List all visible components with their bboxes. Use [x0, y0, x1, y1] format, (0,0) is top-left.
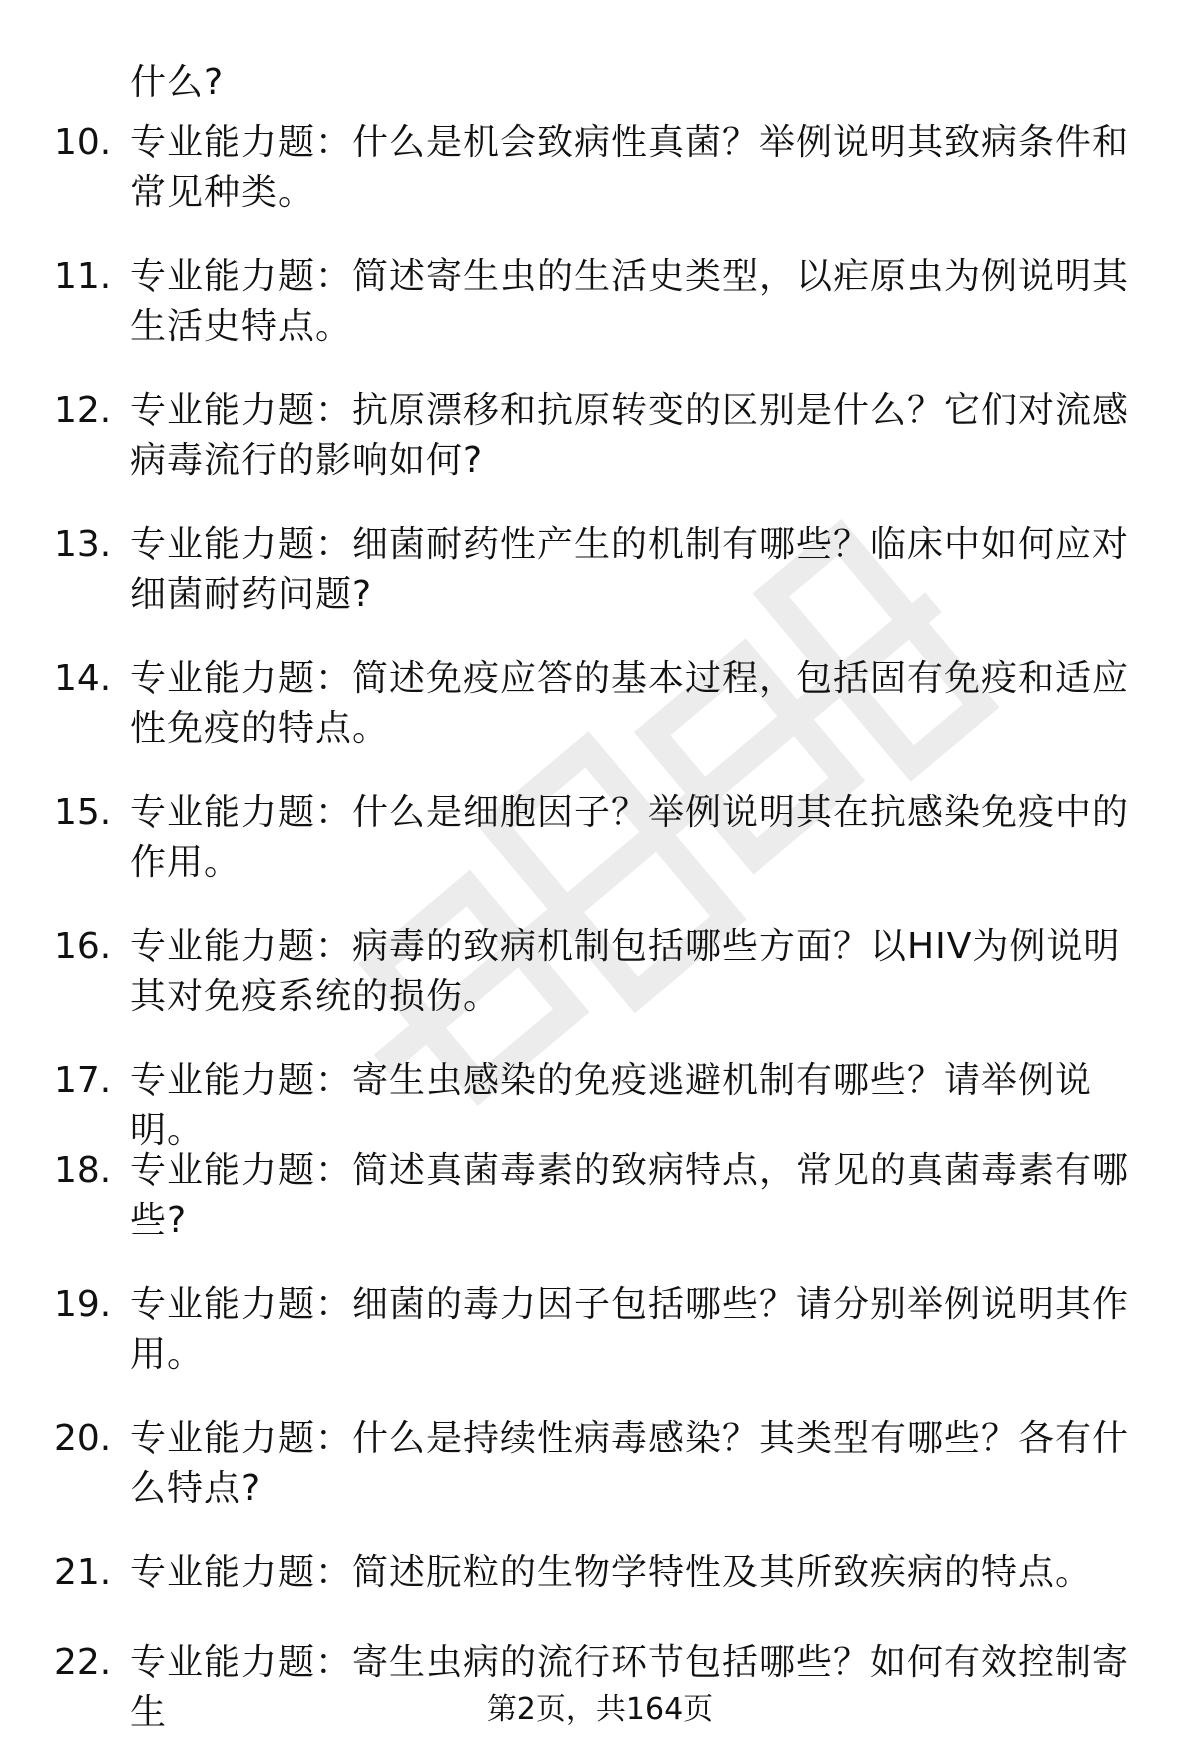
question-item: [0, 1280, 1200, 1414]
question-number: 18.: [54, 1150, 112, 1191]
question-number: 15.: [54, 792, 112, 833]
question-item: [0, 386, 1200, 520]
question-number: 16.: [54, 926, 112, 967]
question-item: [0, 118, 1200, 252]
question-text: 专业能力题：细菌耐药性产生的机制有哪些？临床中如何应对细菌耐药问题?: [130, 524, 1130, 615]
question-number: 22.: [54, 1642, 112, 1683]
question-item: [0, 922, 1200, 1056]
question-number: 13.: [54, 524, 112, 565]
question-item: [0, 520, 1200, 654]
question-text: 专业能力题：简述寄生虫的生活史类型，以疟原虫为例说明其生活史特点。: [130, 256, 1130, 347]
question-number: 17.: [54, 1060, 112, 1101]
question-text: 专业能力题：寄生虫感染的免疫逃避机制有哪些？请举例说明。: [130, 1060, 1093, 1151]
question-text: 专业能力题：病毒的致病机制包括哪些方面？以HIV为例说明其对免疫系统的损伤。: [130, 926, 1121, 1017]
question-item: [0, 252, 1200, 386]
page-footer: 第2页，共164页: [486, 1692, 714, 1727]
question-text: 专业能力题：什么是机会致病性真菌？举例说明其致病条件和常见种类。: [130, 122, 1130, 213]
question-number: 10.: [54, 122, 112, 163]
question-text: 专业能力题：简述真菌毒素的致病特点，常见的真菌毒素有哪些?: [130, 1150, 1130, 1241]
question-text: 专业能力题：简述免疫应答的基本过程，包括固有免疫和适应性免疫的特点。: [130, 658, 1130, 749]
question-text: 专业能力题：细菌的毒力因子包括哪些？请分别举例说明其作用。: [130, 1284, 1130, 1375]
question-text: 专业能力题：什么是细胞因子？举例说明其在抗感染免疫中的作用。: [130, 792, 1130, 883]
question-text: 专业能力题：寄生虫病的流行环节包括哪些？如何有效控制寄生: [130, 1642, 1130, 1733]
question-text: 专业能力题：抗原漂移和抗原转变的区别是什么？它们对流感病毒流行的影响如何?: [130, 390, 1130, 481]
question-item: [0, 1056, 1200, 1151]
question-number: 14.: [54, 658, 112, 699]
question-text: 专业能力题：简述朊粒的生物学特性及其所致疾病的特点。: [130, 1552, 1093, 1593]
question-number: 12.: [54, 390, 112, 431]
question-number: 21.: [54, 1552, 112, 1593]
question-text: 专业能力题：什么是持续性病毒感染？其类型有哪些？各有什么特点?: [130, 1418, 1130, 1509]
question-number: 19.: [54, 1284, 112, 1325]
question-item: [0, 1548, 1200, 1638]
question-item: [0, 1414, 1200, 1548]
question-number: 11.: [54, 256, 112, 297]
question-number: 20.: [54, 1418, 112, 1459]
question-item: [0, 654, 1200, 788]
continuation-text: 什么?: [130, 62, 225, 103]
question-item: [0, 1146, 1200, 1280]
question-item: [0, 788, 1200, 922]
